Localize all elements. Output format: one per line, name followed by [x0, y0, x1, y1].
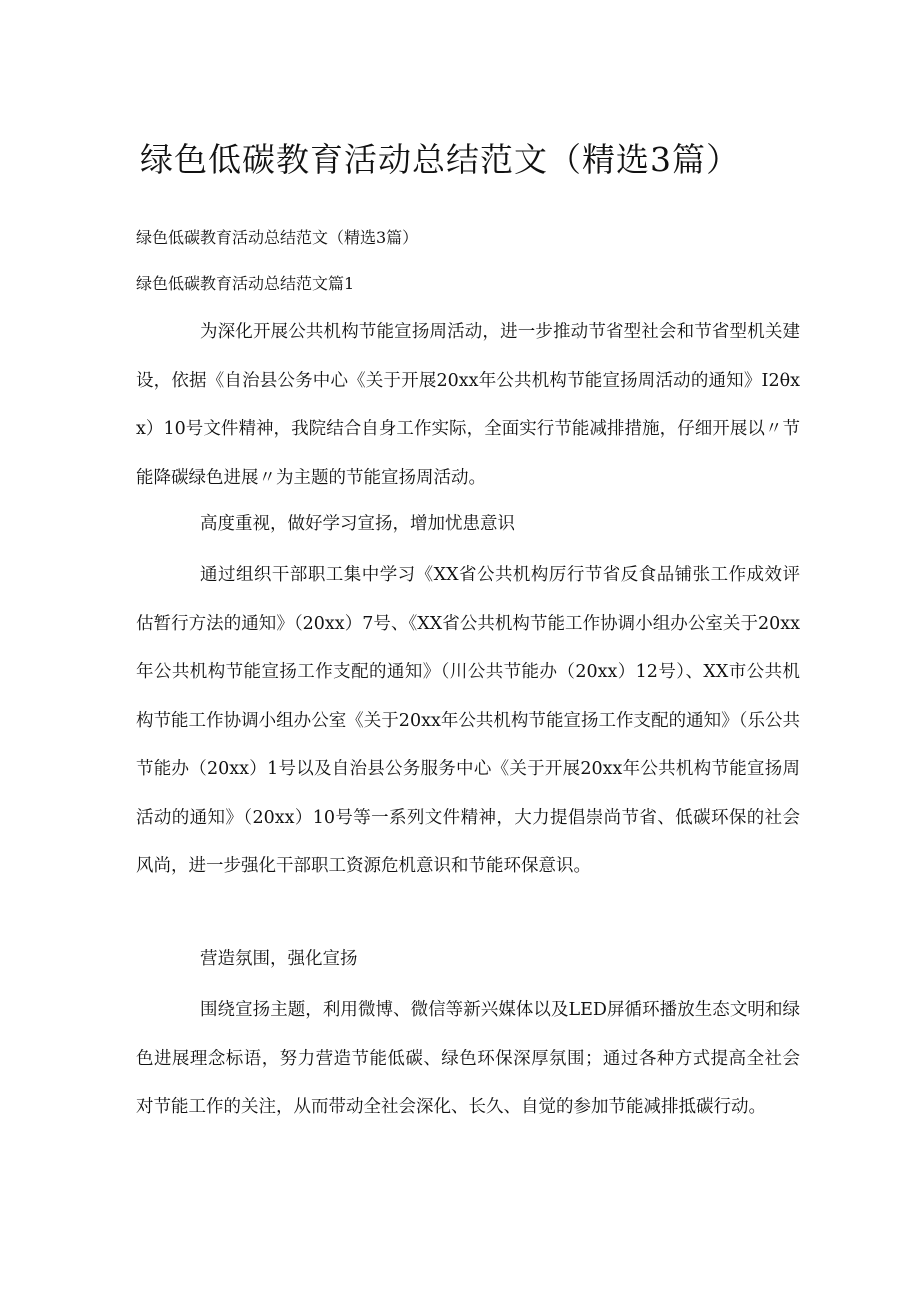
article-heading: 绿色低碳教育活动总结范文篇1	[136, 274, 355, 293]
section2-heading: 营造氛围，强化宣扬	[200, 949, 358, 969]
document-subtitle: 绿色低碳教育活动总结范文（精选3篇）	[136, 228, 419, 247]
document-title: 绿色低碳教育活动总结范文（精选3篇）	[140, 140, 740, 179]
section1-paragraph: 通过组织干部职工集中学习《XX省公共机构厉行节省反食品铺张工作成效评估暂行方法的通知》（20xx）7号、《XX省公共机构节能工作协调小组办公室关于20xx年公共机构节能宣扬工作支配的通知》（川公共节能办（20xx）12号）、XX市公共机构节能工作协调小组办公室《关于20xx年公共机构节能宣扬工作支配的通知》（乐公共节能办（20xx）1号以及自治县公务服务中心《关于开展20xx年公共机构节能宣扬周活动的通知》（20xx）10号等一系列文件精神，大力提倡崇尚节省、低碳环保的社会风尚，进一步强化干部职工资源危机意识和节能环保意识。	[136, 565, 800, 876]
section1-heading: 高度重视，做好学习宣扬，增加忧患意识	[200, 514, 515, 534]
intro-paragraph: 为深化开展公共机构节能宣扬周活动，进一步推动节省型社会和节省型机关建设，依据《自治县公务中心《关于开展20xx年公共机构节能宣扬周活动的通知》I2θxx）10号文件精神，我院结合自身工作实际，全面实行节能减排措施，仔细开展以〃节能降碳绿色进展〃为主题的节能宣扬周活动。	[136, 322, 800, 488]
section2-paragraph: 围绕宣扬主题，利用微博、微信等新兴媒体以及LED屏循环播放生态文明和绿色进展理念标语，努力营造节能低碳、绿色环保深厚氛围；通过各种方式提高全社会对节能工作的关注，从而带动全社会深化、长久、自觉的参加节能减排抵碳行动。	[136, 1000, 800, 1117]
